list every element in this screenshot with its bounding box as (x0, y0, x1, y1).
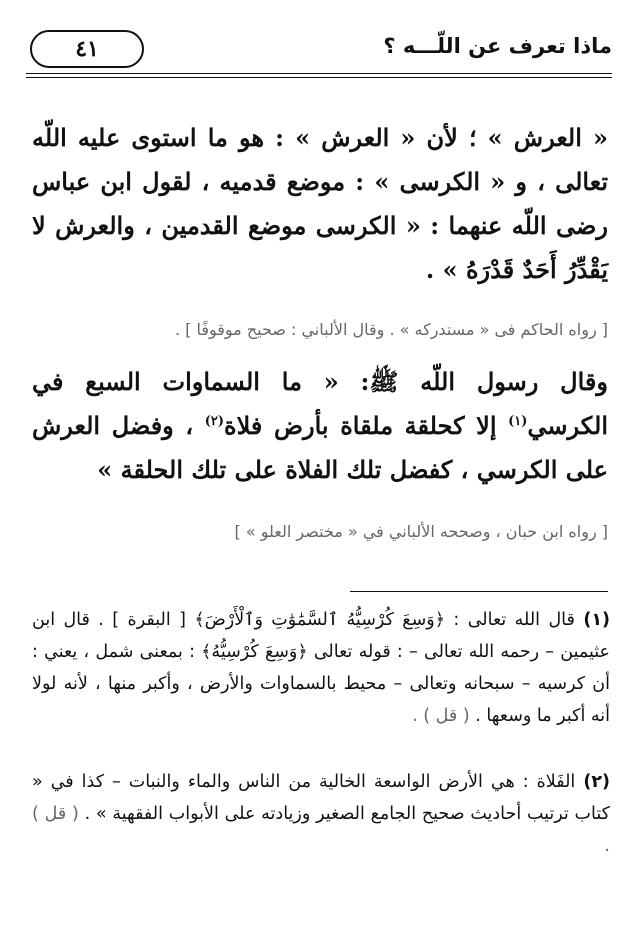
footnote-ref-1: (١) (508, 414, 528, 429)
hadith-part-3: ، وفضل العرش على الكرسي ، كفضل تلك الفلاة على تلك الحلقة » (32, 411, 608, 484)
hadith-part-1: وقال رسول اللّه ﷺ: « ما السماوات السبع في الكرسي (32, 367, 608, 440)
footnote-1-number: (١) (583, 610, 610, 630)
page-header (26, 26, 612, 76)
main-paragraph-2 (32, 360, 608, 492)
source-citation-2: [ رواه ابن حبان ، وصححه الألباني في « مختصر العلو » ] (234, 522, 608, 541)
header-rule (26, 73, 612, 74)
footnote-2 (32, 766, 610, 862)
footnote-2-number: (٢) (583, 772, 610, 792)
header-rule-thin (26, 77, 612, 78)
footnote-2-tag: ( قل ) . (32, 804, 610, 856)
source-citation-1: [ رواه الحاكم فى « مستدركه » . وقال الألباني : صحيح موقوفًا ] . (174, 320, 608, 339)
footnote-separator (350, 591, 608, 592)
footnote-2-text: الفَلاة : هي الأرض الواسعة الخالية من الناس والماء والنبات – كذا في « كتاب ترتيب أحاديث صحيح الجامع الصغير وزيادته على الأبواب الفقهية » . (32, 772, 610, 824)
page-number-badge (30, 30, 144, 68)
footnote-ref-2: (٢) (204, 414, 225, 429)
footnote-1-tag: ( قل ) . (412, 706, 470, 726)
main-paragraph-1: « العرش » ؛ لأن « العرش » : هو ما استوى عليه اللّه تعالى ، و « الكرسى » : موضع قدميه ، لقول ابن عباس رضى اللّه عنهما : « الكرسى موضع القدمين ، والعرش لا يَقْدِّرُ أَحَدٌ قَدْرَهُ » . (32, 123, 608, 284)
hadith-part-2: إلا كحلقة ملقاة بأرض فلاة (224, 411, 509, 440)
running-title: ماذا تعرف عن اللّـــه ؟ (383, 34, 612, 58)
footnote-1-text: قال الله تعالى : ﴿وَسِعَ كُرْسِيُّهُ ٱلسَّمَٰوَٰتِ وَٱلْأَرْضَ﴾ [ البقرة ] . قال ابن عثيمين – رحمه الله تعالى – : قوله تعالى ﴿وَسِعَ كُرْسِيُّهُ﴾ : بمعنى شمل ، يعني : أن كرسيه – سبحانه وتعالى – محيط بالسماوات والأرض ، وأكبر منها ، لأنه لولا أنه أكبر ما وسعها . (32, 610, 610, 726)
footnote-1 (32, 604, 610, 732)
page-number: ٤١ (75, 36, 99, 62)
